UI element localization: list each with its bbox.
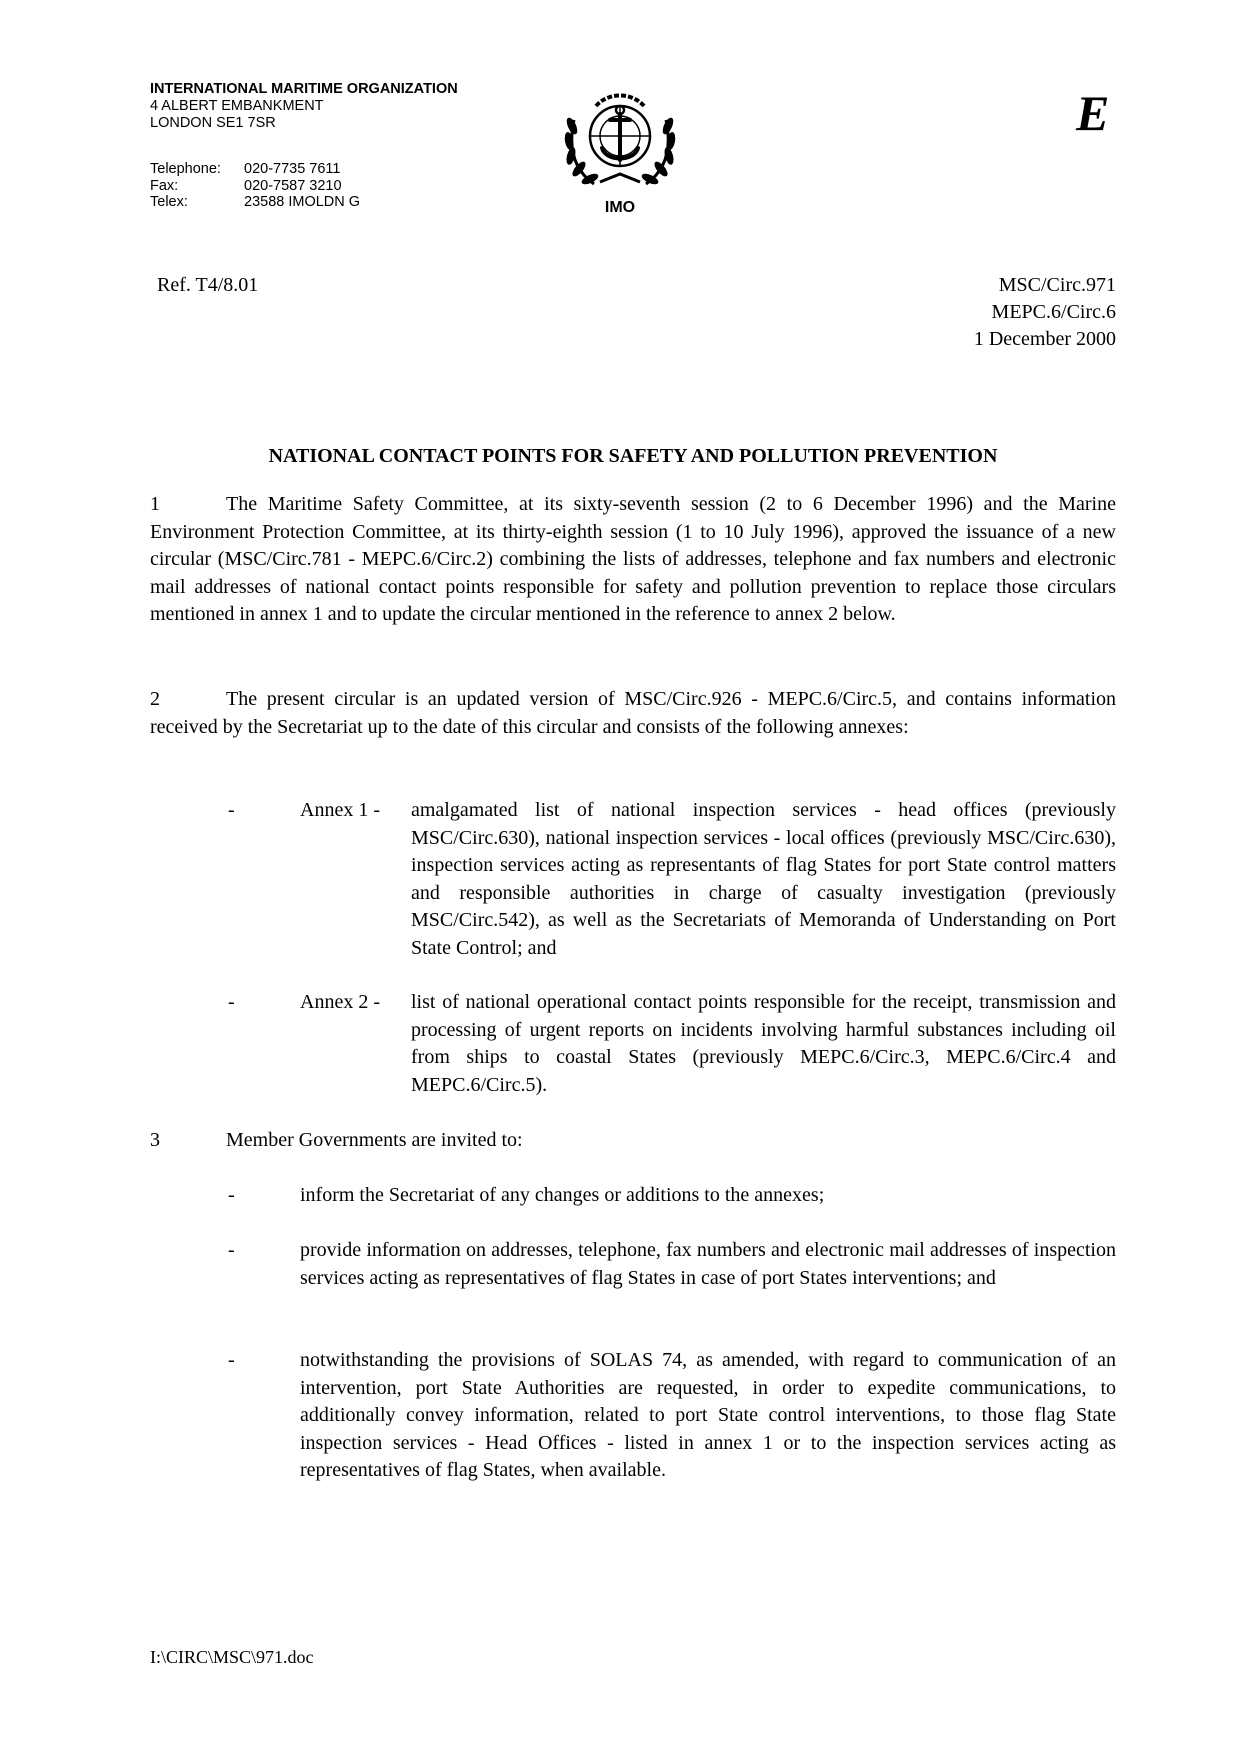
paragraph-3 [150, 1127, 1116, 1155]
paragraph-2 [150, 686, 1116, 741]
annex-label: Annex 1 - [300, 799, 380, 821]
invitation-item-1 [228, 1182, 1116, 1210]
contact-value: 23588 IMOLDN G [244, 194, 361, 210]
list-dash: - [228, 991, 235, 1013]
contact-label: Telex: [150, 194, 188, 210]
contact-table [150, 161, 360, 211]
annex-description: amalgamated list of national inspection services - head offices (previously MSC/Circ.630), national inspection services - local offices (previously MSC/Circ.630), inspection services acting as representants of flag States for port State control matters and responsible authorities in charge of casualty investigation (previously MSC/Circ.542), as well as the Secretariats of Memoranda of Understanding on Port State Control; and [411, 799, 1116, 959]
list-dash: - [228, 799, 235, 821]
file-path: I:\CIRC\MSC\971.doc [150, 1647, 314, 1667]
paragraph-text: The present circular is an updated version of MSC/Circ.926 - MEPC.6/Circ.5, and contains information received by the Secretariat up to the date of this circular and consists of the following annexes: [150, 688, 1116, 738]
contact-label: Fax: [150, 177, 179, 194]
address-line-2: LONDON SE1 7SR [150, 115, 276, 131]
invitation-text: provide information on addresses, telephone, fax numbers and electronic mail addresses of inspection services acting as representatives of flag States in case of port States interventions; and [300, 1239, 1116, 1289]
contact-label: Telephone: [150, 161, 221, 177]
address-line-1: 4 ALBERT EMBANKMENT [150, 98, 324, 114]
invitation-item-3 [228, 1347, 1116, 1485]
paragraph-text: Member Governments are invited to: [226, 1129, 523, 1151]
reference-number: Ref. T4/8.01 [157, 274, 259, 296]
list-dash: - [228, 1184, 235, 1206]
org-address-block [150, 81, 458, 132]
logo-caption: IMO [604, 199, 636, 216]
annex-description: list of national operational contact points responsible for the receipt, transmission and processing of urgent reports on incidents involving harmful substances including oil from ships to coastal States (previously MEPC.6/Circ.3, MEPC.6/Circ.4 and MEPC.6/Circ.5). [411, 991, 1116, 1096]
circular-number-mepc: MEPC.6/Circ.6 [991, 301, 1116, 323]
list-dash: - [228, 1239, 235, 1261]
paragraph-number: 3 [150, 1129, 160, 1151]
document-title: NATIONAL CONTACT POINTS FOR SAFETY AND POLLUTION PREVENTION [268, 445, 998, 467]
invitation-text: notwithstanding the provisions of SOLAS 74, as amended, with regard to communication of an intervention, port State Authorities are requested, in order to expedite communications, to additionally convey information, related to port State control interventions, to those flag State inspection services - Head Offices - listed in annex 1 or to the inspection services acting as representatives of flag States, when available. [300, 1349, 1116, 1481]
invitation-item-2 [228, 1237, 1116, 1292]
annex-item-2 [228, 989, 1116, 1099]
contact-row-fax [150, 178, 360, 195]
document-identifiers [974, 272, 1116, 353]
invitation-text: inform the Secretariat of any changes or additions to the annexes; [300, 1184, 825, 1206]
contact-row-telex [150, 194, 360, 211]
paragraph-text: The Maritime Safety Committee, at its sixty-seventh session (2 to 6 December 1996) and the Marine Environment Protection Committee, at its thirty-eighth session (1 to 10 July 1996), approved the issuance of a new circular (MSC/Circ.781 - MEPC.6/Circ.2) combining the lists of addresses, telephone and fax numbers and electronic mail addresses of national contact points responsible for safety and pollution prevention to replace those circulars mentioned in annex 1 and to update the circular mentioned in the reference to annex 2 below. [150, 493, 1116, 625]
list-dash: - [228, 1349, 235, 1371]
paragraph-1 [150, 491, 1116, 629]
annex-item-1 [228, 797, 1116, 962]
document-date: 1 December 2000 [973, 328, 1116, 350]
paragraph-number: 2 [150, 688, 160, 710]
contact-value: 020-7735 7611 [244, 161, 341, 177]
contact-row-telephone [150, 161, 360, 178]
annex-label: Annex 2 - [300, 991, 380, 1013]
contact-value: 020-7587 3210 [244, 177, 342, 194]
language-code: E [1076, 85, 1110, 141]
imo-emblem-icon [560, 86, 680, 196]
org-name: INTERNATIONAL MARITIME ORGANIZATION [150, 81, 458, 97]
circular-number-msc: MSC/Circ.971 [998, 274, 1116, 296]
paragraph-number: 1 [150, 493, 160, 515]
